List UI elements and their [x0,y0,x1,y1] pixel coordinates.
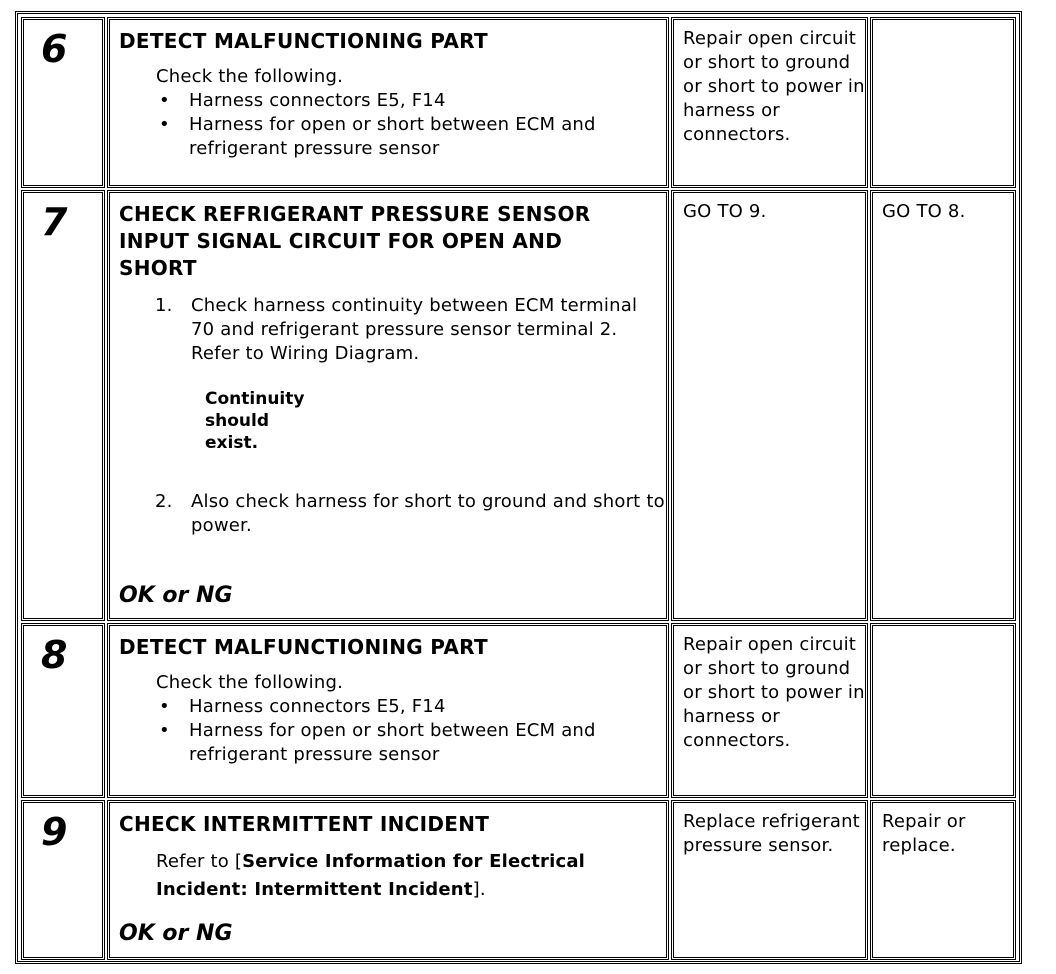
step-number-cell [21,17,105,188]
ok-result-cell [671,623,868,798]
step-intro: Check the following. [156,66,343,87]
list-item: • Harness connectors E5, F14 [156,89,666,113]
ng-result: Repair or replace. [882,811,966,856]
ok-result-cell [671,17,868,188]
step-title: DETECT MALFUNCTIONING PART [119,635,488,659]
step-title: CHECK INTERMITTENT INCIDENT [119,812,490,836]
step-content-cell [107,190,669,621]
reference-suffix: ]. [472,879,486,900]
step-list [110,294,666,366]
ng-result-cell [870,190,1016,621]
reference-prefix: Refer to [ [156,851,243,872]
ng-result-cell [870,623,1016,798]
spec-value: Continuity should exist. [205,389,305,453]
step-index: 2. [155,491,173,512]
ng-result: GO TO 8. [882,201,966,222]
step-number-cell [21,623,105,798]
step-text: Check harness continuity between ECM terminal 70 and refrigerant pressure sensor terminal 2. [191,295,638,340]
ng-result [873,626,1013,633]
ng-result-cell [870,17,1016,188]
ok-or-ng-label: OK or NG [119,921,233,946]
step-index: 1. [155,295,173,316]
step-note: Refer to Wiring Diagram. [191,343,420,364]
step-number-cell [21,190,105,621]
ok-result: GO TO 9. [683,201,767,222]
list-item [110,294,666,366]
ok-result-cell [671,190,868,621]
list-item: • Harness for open or short between ECM and refrigerant pressure sensor [156,719,666,767]
step-number: 9 [41,810,68,854]
ok-result: Replace refrigerant pressure sensor. [683,811,860,856]
ok-result-cell [671,800,868,960]
step-text: Also check harness for short to ground and short to power. [191,491,665,536]
step-number: 7 [41,200,68,244]
step-list [110,490,666,538]
reference-text [156,848,636,904]
step-title: DETECT MALFUNCTIONING PART [119,29,488,53]
step-intro: Check the following. [156,672,343,693]
list-item [110,490,666,538]
step-number-cell [21,800,105,960]
bullet-list [110,695,666,767]
ng-result [873,20,1013,27]
step-number: 6 [41,27,68,71]
ok-result: Repair open circuit or short to ground or short to power in harness or connectors. [683,634,865,751]
reference-link-text: Service Information for Electrical Incident: Intermittent Incident [156,851,586,900]
ok-result: Repair open circuit or short to ground or short to power in harness or connectors. [683,28,865,145]
step-content-cell [107,17,669,188]
step-content-cell [107,800,669,960]
step-number: 8 [41,633,68,677]
bullet-list [110,89,666,161]
ok-or-ng-label: OK or NG [119,583,233,608]
list-item: • Harness connectors E5, F14 [156,695,666,719]
list-item: • Harness for open or short between ECM and refrigerant pressure sensor [156,113,666,161]
step-title: CHECK REFRIGERANT PRESSURE SENSOR INPUT SIGNAL CIRCUIT FOR OPEN AND SHORT [119,202,591,280]
ng-result-cell [870,800,1016,960]
step-content-cell [107,623,669,798]
